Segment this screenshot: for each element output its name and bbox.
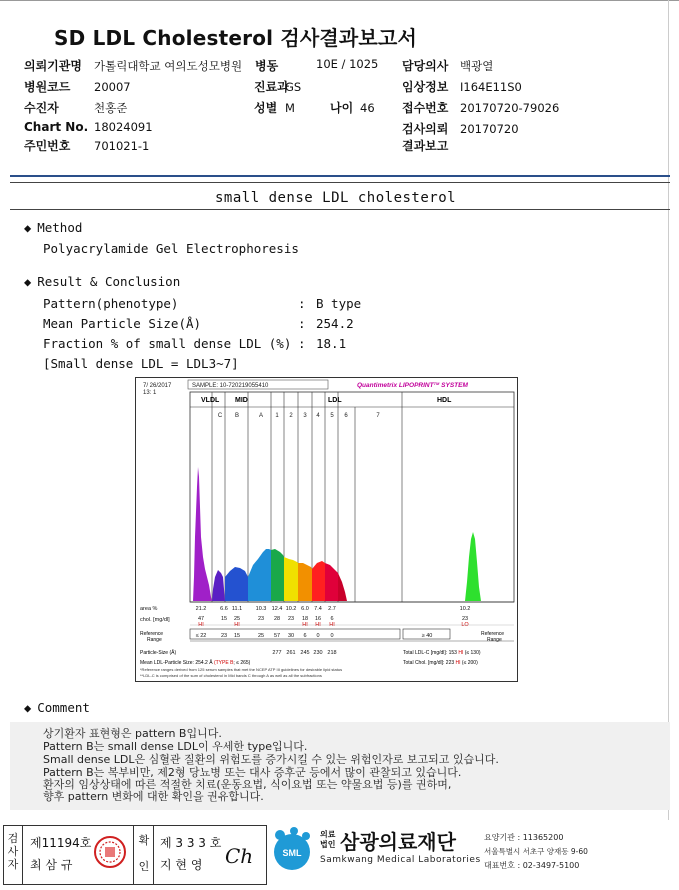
band-label: 6 [344,413,348,419]
band-label: 2 [289,413,293,419]
chol-value: 15 [220,616,228,622]
svg-text:SML: SML [282,848,302,858]
band-label: 1 [275,413,279,419]
result-heading: ◆ Result & Conclusion [24,274,181,289]
chol-value: 28 [273,616,281,622]
particle-size-colon: : [298,316,306,331]
area-hdl-value: 10.2 [459,606,471,612]
receipt-value: 20170720-79026 [460,101,560,115]
sex-value: M [285,101,295,115]
ref-value: 23 [220,633,228,639]
sml-logo-icon [270,827,316,873]
area-value: 10.2 [285,606,297,612]
pattern-value: B type [316,296,362,311]
ps-label: Particle-Size (Å) [140,650,177,656]
ref-value: ≤ 22 [195,633,207,639]
dept-value: GS [285,80,302,94]
request-value: 20170720 [460,122,519,136]
ward-value: 10E / 1025 [316,57,379,71]
area-value: 7.4 [314,606,322,612]
ref-label-line1: Reference [140,631,164,637]
institution-value: 가톨릭대학교 여의도성모병원 [94,59,243,73]
section-title: small dense LDL cholesterol [215,190,457,206]
band-label: 5 [330,413,334,419]
ref-value: 25 [257,633,265,639]
area-value: 12.4 [271,606,283,612]
diamond-bullet-icon: ◆ [24,221,32,235]
fraction-colon: : [298,336,306,351]
doctor-label: 담당의사 [402,59,449,73]
ps-value: 245 [300,650,310,656]
group-hdl: HDL [437,397,452,404]
fraction-label: Fraction % of small dense LDL (%) [43,336,292,351]
group-ldl: LDL [328,397,342,404]
area-value: 11.1 [231,606,243,612]
ward-label: 병동 [255,59,279,73]
ref-right-line2: Range [487,637,502,643]
sex-label: 성별 [254,101,278,115]
band-label: 3 [303,413,307,419]
age-label: 나이 [330,101,354,115]
particle-size-value: 254.2 [316,316,354,331]
ps-value: 230 [313,650,323,656]
pattern-label: Pattern(phenotype) [43,296,179,311]
chart-label: Chart No. [24,120,89,134]
page-top-border [0,0,679,9]
ref-label-line2: Range [147,637,162,643]
chol-value: 16 [314,616,322,622]
chol-hdl-value: 23 [461,616,469,622]
patient-label: 수진자 [24,101,59,115]
report-title: SD LDL Cholesterol 검사결과보고서 [54,26,417,50]
check-no: 제11194호 [30,836,92,850]
hi-flag: HI [302,622,308,628]
band-label: 4 [316,413,320,419]
ldl3-peak [298,563,312,601]
verify-label: 확 인 [138,834,150,873]
hdl-flag: LO [461,622,469,628]
chol-value: 6 [330,616,334,622]
ps-value: 261 [286,650,296,656]
receipt-label: 접수번호 [402,101,449,115]
ref-value: 0 [316,633,320,639]
ps-value: 218 [327,650,337,656]
comment-line-4: Pattern B는 복부비만, 제2형 당뇨병 또는 대사 증후군 등에서 많이 관찰되고 있습니다. [43,766,462,779]
comment-line-5: 환자의 임상상태에 따른 적절한 치료(운동요법, 식이요법 또는 약물요법 등)를 권하며, [43,778,452,791]
resident-value: 701021-1 [94,139,150,153]
footnote-2: **LDL-C is comprised of the sum of cholesterol in Mid bands C through A as well as all the subfractions [140,673,322,678]
group-vldl: VLDL [201,397,220,404]
org-en: Samkwang Medical Laboratories [320,855,481,865]
hi-flag: HI [198,622,204,628]
area-value: 6.0 [301,606,309,612]
band-label: C [217,413,223,419]
chol-value: 47 [197,616,205,622]
method-text: Polyacrylamide Gel Electrophoresis [43,241,299,256]
doctor-value: 백광열 [460,59,494,73]
dept-label: 진료과 [254,80,289,94]
small-dense-note: [Small dense LDL = LDL3~7] [43,356,239,371]
area-value: 2.7 [328,606,336,612]
age-value: 46 [360,101,375,115]
resident-label: 주민번호 [24,139,71,153]
chart-value: 18024091 [94,120,153,134]
lipo-brand: Quantimetrix LIPOPRINT™ SYSTEM [357,381,468,389]
lipoprint-result-image [135,377,518,682]
particle-size-label: Mean Particle Size(Å) [43,316,202,331]
footer [0,822,679,890]
tchol-line: Total Chol. [mg/dl]: 223 HI (≤ 200) [403,660,478,666]
pattern-colon: : [298,296,306,311]
comment-line-6: 향후 pattern 변화에 대한 확인을 권유합니다. [43,790,264,803]
ps-value: 277 [272,650,282,656]
org-name: 삼광의료재단 [340,830,456,854]
area-value: 6.6 [220,606,228,612]
comment-line-2: Pattern B는 small dense LDL이 우세한 type입니다. [43,740,308,753]
area-value: 21.2 [195,606,207,612]
ref-hdl-value: ≥ 40 [421,633,433,639]
comment-heading: ◆ Comment [24,700,90,715]
institution-label: 의뢰기관명 [24,59,82,73]
hi-flag: HI [234,622,240,628]
band-label: A [258,413,264,419]
footnote-1: *Reference ranges derived from 125 serum samples that met the NCEP ATP III guidelines for desirable lipid status [140,667,343,672]
address: 서울특별시 서초구 양재동 9-60 [484,847,588,856]
ref-value: 57 [273,633,281,639]
request-label: 검사의뢰 [402,122,449,136]
check-label: 검 사 자 [7,832,19,871]
check-name: 최 삼 규 [30,858,73,872]
comment-line-1: 상기환자 표현형은 pattern B입니다. [43,727,222,740]
area-value: 10.3 [255,606,267,612]
signature: Ch [225,844,254,868]
chol-value: 18 [301,616,309,622]
ref-right-line1: Reference [481,631,505,637]
hi-flag: HI [329,622,335,628]
method-heading: ◆ Method [24,220,83,235]
comment-line-3: Small dense LDL은 심혈관 질환의 위험도를 증가시킬 수 있는 위험인자로 보고되고 있습니다. [43,753,499,766]
mean-line: Mean LDL-Particle Size: 254.2 Å (TYPE B; ≤ 265) [140,660,251,666]
hi-flag: HI [315,622,321,628]
diamond-bullet-icon: ◆ [24,701,32,715]
header-divider-thin [10,182,670,183]
seal-stamp-icon [92,834,128,870]
chol-value: 25 [233,616,241,622]
diamond-bullet-icon: ◆ [24,275,32,289]
patient-value: 천홍준 [94,101,128,115]
section-divider [10,209,670,210]
hospital-code-value: 20007 [94,80,131,94]
chol-value: 23 [257,616,265,622]
lipo-sample: SAMPLE: 10-720219055410 [192,383,269,389]
chol-label: chol. [mg/dl] [140,617,170,623]
band-label: 7 [376,413,380,419]
fraction-value: 18.1 [316,336,347,351]
report-label: 결과보고 [402,139,449,153]
verify-name: 지 현 영 [160,858,203,872]
ref-value: 15 [233,633,241,639]
chol-value: 23 [287,616,295,622]
area-label: area % [140,606,158,612]
clinical-value: I164E11S0 [460,80,522,94]
ldl4-peak [312,561,325,601]
band-label: B [234,413,240,419]
ref-value: 30 [287,633,295,639]
ref-value: 6 [303,633,307,639]
inst-code: 요양기관 : 11365200 [484,833,564,842]
org-tag: 의료 법인 [320,830,336,849]
header-divider-blue [10,175,670,177]
hospital-code-label: 병원코드 [24,80,71,94]
lipo-date: 7/ 26/2017 [143,383,172,389]
ref-value: 0 [330,633,334,639]
page-right-edge [668,0,679,820]
ldl1-peak [271,549,284,601]
phone: 대표번호 : 02-3497-5100 [484,861,580,870]
group-mid: MID [235,397,248,404]
lipo-num: 13: 1 [143,390,157,396]
clinical-label: 임상정보 [402,80,449,94]
ldl2-peak [284,557,298,601]
tldl-line: Total LDL-C [mg/dl]: 153 HI (≤ 130) [403,650,481,656]
verify-no: 제 3 3 3 호 [160,836,222,850]
